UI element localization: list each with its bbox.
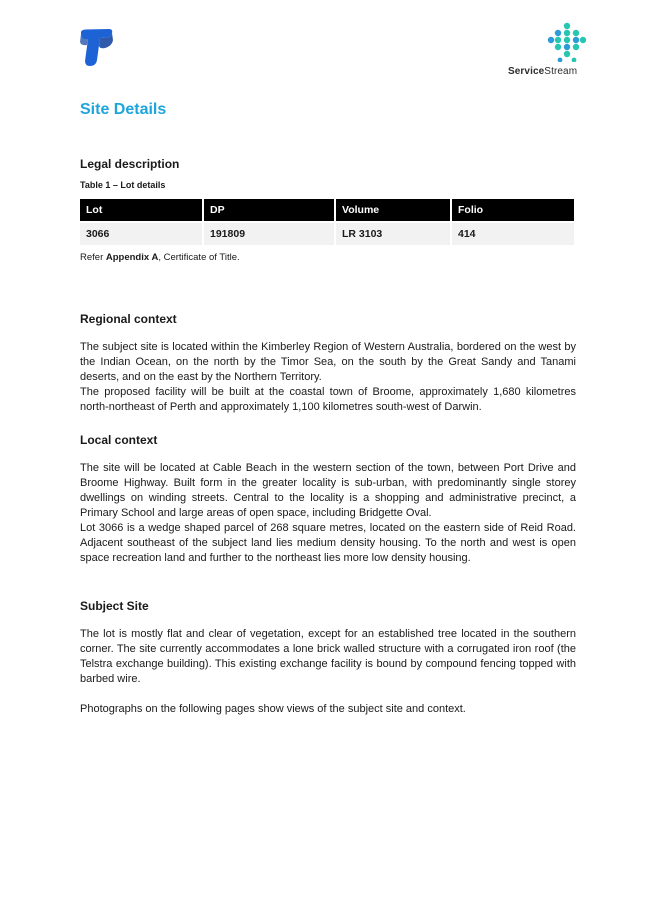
telstra-logo-icon [78, 28, 114, 68]
logo-dot [555, 44, 561, 50]
table-header-lot: Lot [80, 199, 202, 223]
page-title: Site Details [80, 101, 167, 118]
logo-dot [564, 37, 570, 43]
appendix-reference: Appendix A [105, 252, 159, 263]
table-header-dp: DP [204, 199, 334, 223]
logo-dot [548, 37, 554, 43]
local-paragraph-2: Lot 3066 is a wedge shaped parcel of 268 square metres, located on the eastern side of Reid Road. Adjacent southeast of the subject land lies medium density housing. To the north and west is open space recreation land and further to the northeast lies more low density housing. [80, 522, 576, 564]
legal-description-heading: Legal description [80, 157, 180, 171]
table-header-volume: Volume [336, 199, 450, 223]
logo-dot [573, 30, 579, 36]
servicestream-wordmark: ServiceStream [508, 66, 578, 77]
servicestream-logo-icon [547, 22, 587, 62]
table-header-row [80, 199, 574, 223]
table-cell-volume: LR 3103 [336, 223, 450, 245]
refer-note: Refer Appendix A, Certificate of Title. [80, 252, 240, 263]
lot-details-table [78, 199, 576, 245]
logo-dot [564, 51, 570, 57]
table-caption: Table 1 – Lot details [80, 180, 166, 190]
logo-dot [564, 44, 570, 50]
logo-dot [555, 30, 561, 36]
logo-dot [580, 37, 586, 43]
document-content [80, 100, 576, 717]
logo-dot [573, 44, 579, 50]
local-paragraph-1: The site will be located at Cable Beach in the western section of the town, between Port Drive and Broome Highway. Built form in the greater locality is sub-urban, with predominantly single storey dwellings on winding streets. Central to the locality is a shopping and administrative precinct, a Primary School and large areas of open space, including Bridgette Oval. [80, 462, 576, 519]
logo-dot [558, 58, 563, 62]
table-row [80, 223, 574, 245]
regional-paragraph-2: The proposed facility will be built at the coastal town of Broome, approximately 1,680 kilometres north-northeast of Perth and approximately 1,100 kilometres south-west of Darwin. [80, 386, 576, 413]
regional-paragraph-1: The subject site is located within the Kimberley Region of Western Australia, bordered on the west by the Indian Ocean, on the north by the Timor Sea, on the south by the Great Sandy and Tanami deserts, and on the east by the Northern Territory. [80, 341, 576, 383]
regional-context-heading: Regional context [80, 312, 177, 326]
table-cell-dp: 191809 [204, 223, 334, 245]
table-header-folio: Folio [452, 199, 574, 223]
logo-dot [555, 37, 561, 43]
logo-dot [572, 58, 577, 62]
subject-paragraph-2: Photographs on the following pages show views of the subject site and context. [80, 703, 466, 715]
table-cell-folio: 414 [452, 223, 574, 245]
logo-dot [564, 30, 570, 36]
logo-dot [564, 23, 570, 29]
subject-paragraph-1: The lot is mostly flat and clear of vegetation, except for an established tree located in the southern corner. The site currently accommodates a lone brick walled structure with a corrugated iron roof (the Telstra exchange building). This existing exchange facility is bound by compound fencing topped with barbed wire. [80, 628, 576, 685]
subject-site-heading: Subject Site [80, 599, 149, 613]
table-cell-lot: 3066 [80, 223, 202, 245]
logo-dot [573, 37, 579, 43]
local-context-heading: Local context [80, 433, 158, 447]
